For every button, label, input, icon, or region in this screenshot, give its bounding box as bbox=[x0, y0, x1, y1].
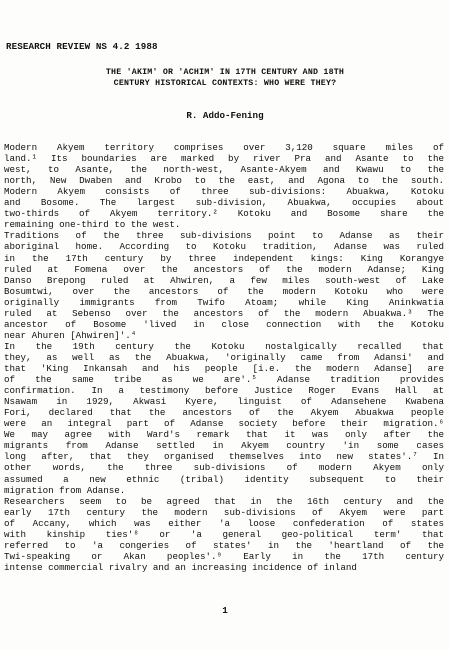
body-text-line: We may agree with Ward's remark that it was only after the bbox=[4, 429, 444, 441]
body-text-line: of the same tribe as we are'.⁵ Adanse tradition provides bbox=[4, 374, 444, 386]
body-text-line: Traditions of the three sub-divisions point to Adanse as their bbox=[4, 230, 444, 242]
author-name: R. Addo-Fening bbox=[186, 110, 264, 121]
body-text-line: In the 19th century the Kotoku nostalgically recalled that bbox=[4, 340, 444, 352]
body-text-line: ruled at Fomena over the ancestors of the modern Adanse; King bbox=[4, 263, 444, 275]
body-text-line: remaining one-third to the west. bbox=[4, 219, 181, 231]
body-text-line: with kinship ties'⁸ or 'a general geo-political term' that bbox=[4, 528, 444, 540]
body-text-line: that 'King Inkansah and his people [i.e. the modern Adanse] are bbox=[4, 363, 444, 374]
body-text-line: Researchers seem to be agreed that in the 16th century and the bbox=[4, 495, 444, 507]
body-text-line: long after, that they organised themselves into new states'.⁷ In bbox=[4, 451, 444, 463]
article-title-line-2: CENTURY HISTORICAL CONTEXTS: WHO WERE THEY? bbox=[113, 79, 337, 88]
body-text-line: were an integral part of Adanse society before their migration.⁶ bbox=[4, 418, 444, 430]
body-text-line: west, to Asante, the north-west, Asante-Akyem and Kwawu to the bbox=[4, 164, 444, 176]
body-text-line: north, New Dwaben and Krobo to the east, and Agona to the south. bbox=[4, 175, 444, 187]
body-text-line: Danso Brepong ruled at Ahwiren, a few miles south-west of Lake bbox=[4, 274, 444, 286]
body-text-line: migrants from Adanse settled in Akyem country 'in some cases bbox=[4, 440, 444, 452]
body-text-line: ruled at Sebenso over the ancestors of the modern Abuakwa.³ The bbox=[4, 307, 444, 319]
body-text-line: referred to 'a congeries of states' in the 'heartland of the bbox=[4, 539, 444, 551]
body-text-line: other words, the three sub-divisions of modern Akyem only bbox=[4, 462, 444, 474]
running-header: RESEARCH REVIEW NS 4.2 1988 bbox=[6, 41, 158, 52]
body-text-line: confirmation. In a testimony before Justice Roger Evans Hall at bbox=[4, 385, 444, 397]
body-text-line: of Accany, which was either 'a loose confederation of states bbox=[4, 517, 444, 529]
body-text-line: originally immigrants from Twifo Atoam; while King Aninkwatia bbox=[4, 296, 444, 308]
body-text-line: Modern Akyem territory comprises over 3,120 square miles of bbox=[4, 142, 444, 153]
body-text-line: they, as well as the Abuakwa, 'originally came from Adansi' and bbox=[4, 351, 444, 363]
body-text-line: near Ahuren [Ahwiren]'.⁴ bbox=[4, 329, 137, 341]
body-text-line: land.¹ Its boundaries are marked by river Pra and Asante to the bbox=[4, 153, 444, 165]
body-text-line: ancestor of Bosome 'lived in close connection with the Kotoku bbox=[4, 318, 444, 330]
body-text-line: Bosumtwi, over the ancestors of the modern Kotoku who were bbox=[4, 285, 444, 297]
page-number: 1 bbox=[222, 605, 228, 616]
article-title-line-1: THE 'AKIM' OR 'ACHIM' IN 17TH CENTURY AND 18TH bbox=[105, 68, 345, 77]
body-text-line: assumed a new ethnic (tribal) identity subsequent to their bbox=[4, 473, 444, 485]
body-text-line: Twi-speaking or Akan peoples'.⁹ Early in the 17th century bbox=[4, 550, 444, 562]
body-text-line: in the 17th century by three independent kings: King Korangye bbox=[4, 252, 444, 264]
body-text-line: Nsawam in 1929, Akwasi Kyere, linguist of Adansehene Kwabena bbox=[4, 396, 444, 408]
body-text-line: Modern Akyem consists of three sub-divisions: Abuakwa, Kotoku bbox=[4, 186, 444, 198]
body-text-line: two-thirds of Akyem territory.² Kotoku and Bosome share the bbox=[4, 208, 444, 220]
body-text-line: and Bosome. The largest sub-division, Abuakwa, occupies about bbox=[4, 197, 444, 209]
body-text-line: migration from Adanse. bbox=[4, 484, 126, 496]
body-text-line: aboriginal home. According to Kotoku tradition, Adanse was ruled bbox=[4, 241, 444, 253]
body-text-line: intense commercial rivalry and an increasing incidence of inland bbox=[4, 561, 357, 573]
body-text-line: early 17th century the modern sub-divisions of Akyem were part bbox=[4, 506, 444, 518]
body-text-line: Fori, declared that the ancestors of the Akyem Abuakwa people bbox=[4, 407, 444, 419]
